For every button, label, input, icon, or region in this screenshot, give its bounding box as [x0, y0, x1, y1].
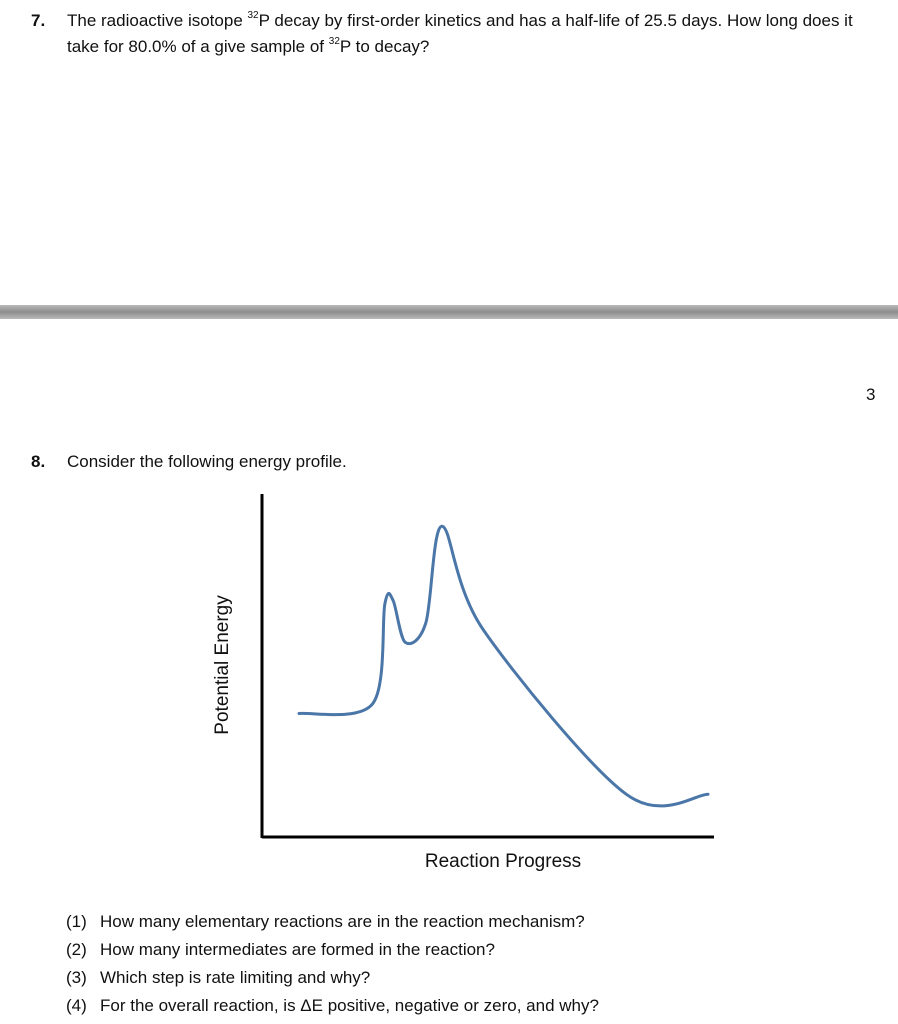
sub-question-text: How many elementary reactions are in the reaction mechanism? — [100, 912, 585, 931]
page-number: 3 — [866, 385, 876, 404]
isotope-mass-superscript: 32 — [247, 10, 259, 22]
question-8-text: Consider the following energy profile. — [67, 452, 347, 471]
question-7-number: 7. — [31, 11, 46, 30]
sub-question-index: (2) — [66, 940, 87, 959]
sub-question-index: (4) — [66, 996, 87, 1015]
question-7-text-part3: P to decay? — [339, 37, 430, 56]
sub-question-text: How many intermediates are formed in the reaction? — [100, 940, 495, 959]
question-8-number: 8. — [31, 452, 46, 471]
sub-question-text: Which step is rate limiting and why? — [100, 968, 371, 987]
question-7-text-part1: The radioactive isotope — [67, 11, 248, 30]
question-7-text-part2: P decay by first-order kinetics and has a half-life of 25.5 days. How long does it take for 80.0% of a give sample of — [67, 11, 853, 56]
x-axis-label: Reaction Progress — [424, 851, 582, 872]
sub-question — [66, 908, 599, 936]
energy-curve-series — [299, 526, 708, 806]
sub-question-index: (3) — [66, 968, 87, 987]
sub-question — [66, 936, 599, 964]
sub-questions-list — [66, 908, 599, 1020]
sub-question — [66, 964, 599, 992]
y-axis-label: Potential Energy — [212, 595, 233, 735]
sub-question — [66, 992, 599, 1020]
sub-question-index: (1) — [66, 912, 87, 931]
isotope-mass-superscript: 32 — [328, 36, 340, 48]
sub-question-text: For the overall reaction, is ΔE positive, negative or zero, and why? — [100, 996, 599, 1015]
